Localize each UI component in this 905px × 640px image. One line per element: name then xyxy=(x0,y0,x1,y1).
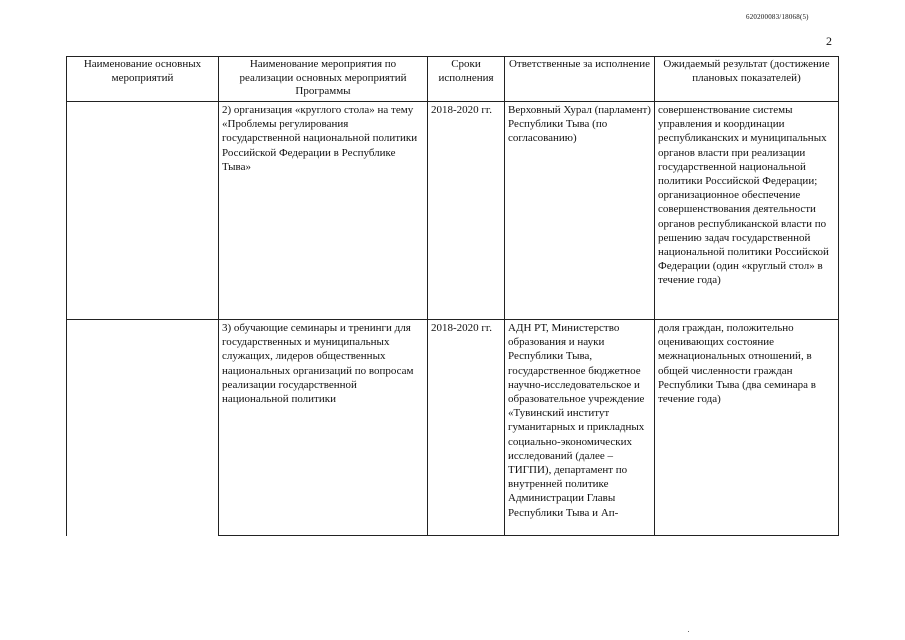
deadline-cell: 2018-2020 гг. xyxy=(428,102,505,320)
table-row xyxy=(67,320,839,536)
document-number: 620200083/18068(5) xyxy=(746,13,809,21)
column-header-result: Ожидаемый результат (достижение плановых показателей) xyxy=(655,57,839,102)
table-row xyxy=(67,102,839,320)
event-cell: 3) обучающие семинары и тренинги для государственных и муниципальных служащих, лидеров общественных национальных организаций по вопросам реализации государственной национальной политики xyxy=(219,320,428,536)
responsible-cell: АДН РТ, Министерство образования и науки Республики Тыва, государственное бюджетное научно-исследовательское и образовательное учреждение «Тувинский институт гуманитарных и прикладных социально-экономических исследований (далее – ТИГПИ), департамент по внутренней политике Администрации Главы Республики Тыва и Ап- xyxy=(505,320,655,536)
deadline-cell: 2018-2020 гг. xyxy=(428,320,505,536)
main-event-cell xyxy=(67,102,219,320)
column-header-responsible: Ответственные за исполнение xyxy=(505,57,655,102)
page-number: 2 xyxy=(826,34,832,48)
result-cell: доля граждан, положительно оценивающих состояние межнациональных отношений, в общей численности граждан Республики Тыва (два семинара в течение года) xyxy=(655,320,839,536)
result-cell: совершенствование системы управления и координации республиканских и муниципальных органов власти при реализации государственной национальной политики Российской Федерации; организационное обеспечение совершенствования деятельности органов республиканской власти по решению задач государственной национальной политики Российской Федерации (один «круглый стол» в течение года) xyxy=(655,102,839,320)
main-event-cell xyxy=(67,320,219,536)
scan-speck xyxy=(688,631,689,632)
program-events-table xyxy=(66,56,839,536)
column-header-events: Наименование мероприятия по реализации основных мероприятий Программы xyxy=(219,57,428,102)
event-cell: 2) организация «круглого стола» на тему «Проблемы регулирования государственной национальной политики Российской Федерации в Республике Тыва» xyxy=(219,102,428,320)
column-header-main-events: Наименование основных мероприятий xyxy=(67,57,219,102)
column-header-deadline: Сроки исполнения xyxy=(428,57,505,102)
table-header-row xyxy=(67,57,839,102)
responsible-cell: Верховный Хурал (парламент) Республики Тыва (по согласованию) xyxy=(505,102,655,320)
